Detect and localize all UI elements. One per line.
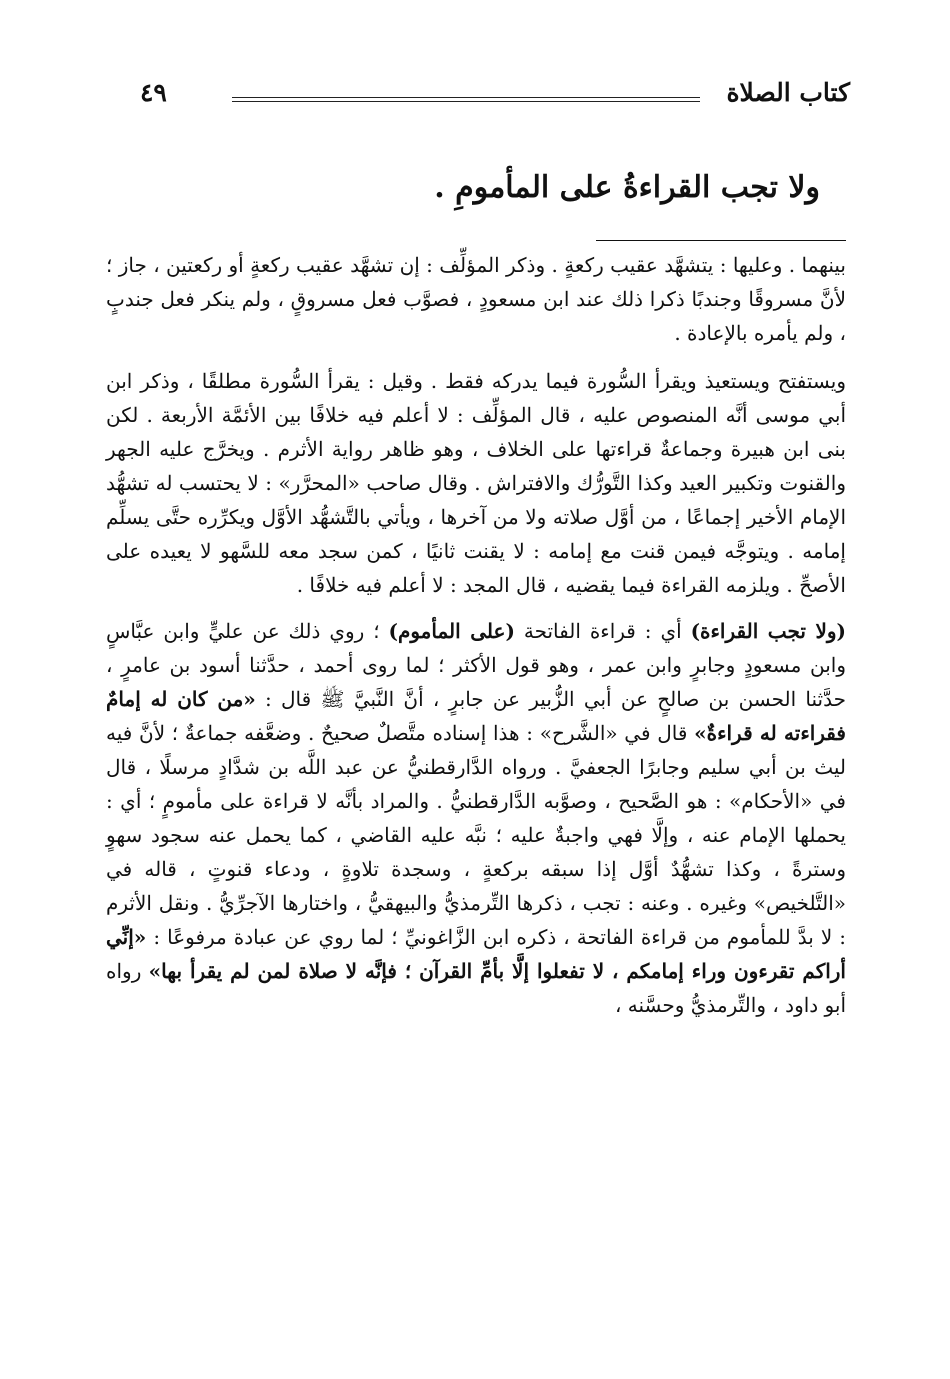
hadith-quote: «من كان له إمامٌ فقراءته له قراءةٌ»: [106, 687, 846, 745]
hadith-quote: «إنِّي أراكم تقرءون وراء إمامكم ، لا تفعلوا إلَّا بأمِّ القرآن ؛ فإنَّه لا صلاة لمن لم يقرأ بها»: [106, 925, 846, 983]
chapter-title: كتاب الصلاة: [726, 78, 850, 107]
running-header: [140, 78, 850, 118]
matn-rule: [596, 240, 846, 241]
paragraph-1: بينهما . وعليها : يتشهَّد عقيب ركعةٍ . وذكر المؤلِّف : إن تشهَّد عقيب ركعةٍ أو ركعتين ، جاز ؛ لأنَّ مسروقًا وجندبًا ذكرا ذلك عند ابن مسعودٍ ، فصوَّب فعل مسروقٍ ، ولم ينكر فعل جندبٍ ، ولم يأمره بالإعادة .: [106, 253, 846, 345]
commentary-text: أي : قراءة الفاتحة: [514, 619, 691, 643]
commentary-text: قال في «الشَّرح» : هذا إسناده متَّصلٌ صحيحٌ . وضعَّفه جماعةٌ ؛ لأنَّ فيه ليث بن أبي سليم وجابرًا الجعفيَّ . ورواه الدَّارقطنيُّ عن عبد اللَّه بن شدَّادٍ مرسلًا ، قال في «الأحكام» : هو الصَّحيح ، وصوَّبه الدَّارقطنيُّ . والمراد بأنَّه لا قراءة على مأمومٍ ؛ أي : يحملها الإمام عنه ، وإلَّا فهي واجبةٌ عليه ؛ نبَّه عليه القاضي ، كما يحمل عنه سجود سهوٍ وسترةً ، وكذا تشهُّدٌ أوَّل إذا سبقه بركعةٍ ، وسجدة تلاوةٍ ، ودعاء قنوتٍ ، قاله في «التَّلخيص» وغيره . وعنه : تجب ، ذكرها التِّرمذيُّ والبيهقيُّ ، واختارها الآجرِّيُّ . ونقل الأثرم : لا بدَّ للمأموم من قراءة الفاتحة ، ذكره ابن الزَّاغونيِّ ؛ لما روي عن عبادة مرفوعًا :: [106, 721, 846, 949]
commentary-text: رواه أبو داود ، والتِّرمذيُّ وحسَّنه ،: [106, 959, 846, 1017]
header-rule: [232, 97, 700, 102]
paragraph-3: [106, 614, 846, 1022]
matn-quote: (على المأموم): [388, 619, 515, 643]
page-number: ٤٩: [140, 78, 167, 107]
commentary-text: ؛ روي ذلك عن عليٍّ وابن عبَّاسٍ وابن مسعودٍ وجابرٍ وابن عمر ، وهو قول الأكثر ؛ لما روى أحمد ، حدَّثنا أسود بن عامرٍ ، حدَّثنا الحسن بن صالحٍ عن أبي الزُّبير عن جابرٍ ، أنَّ النَّبيَّ ﷺ قال :: [106, 619, 846, 711]
paragraph-2: ويستفتح ويستعيذ ويقرأ السُّورة فيما يدركه فقط . وقيل : يقرأ السُّورة مطلقًا ، وذكر ابن أبي موسى أنَّه المنصوص عليه ، قال المؤلِّف : لا أعلم فيه خلافًا بين الأئمَّة الأربعة . لكن بنى ابن هبيرة وجماعةٌ قراءتها على الخلاف ، وهو ظاهر رواية الأثرم . ويخرَّج عليه الجهر والقنوت وتكبير العيد وكذا التَّورُّك والافتراش . وقال صاحب «المحرَّر» : لا يحتسب له تشهُّد الإمام الأخير إجماعًا ، من أوَّل صلاته ولا من آخرها ، ويأتي بالتَّشهُّد الأوَّل ويكرِّره حتَّى يسلِّم إمامه . ويتوجَّه فيمن قنت مع إمامه : لا يقنت ثانيًا ، كمن سجد معه للسَّهو لا يعيده على الأصحِّ . ويلزمه القراءة فيما يقضيه ، قال المجد : لا أعلم فيه خلافًا .: [106, 369, 846, 597]
matn-text: ولا تجب القراءةُ على المأمومِ .: [434, 170, 820, 205]
commentary-body: [106, 248, 846, 1034]
matn-quote: (ولا تجب القراءة): [690, 619, 846, 643]
